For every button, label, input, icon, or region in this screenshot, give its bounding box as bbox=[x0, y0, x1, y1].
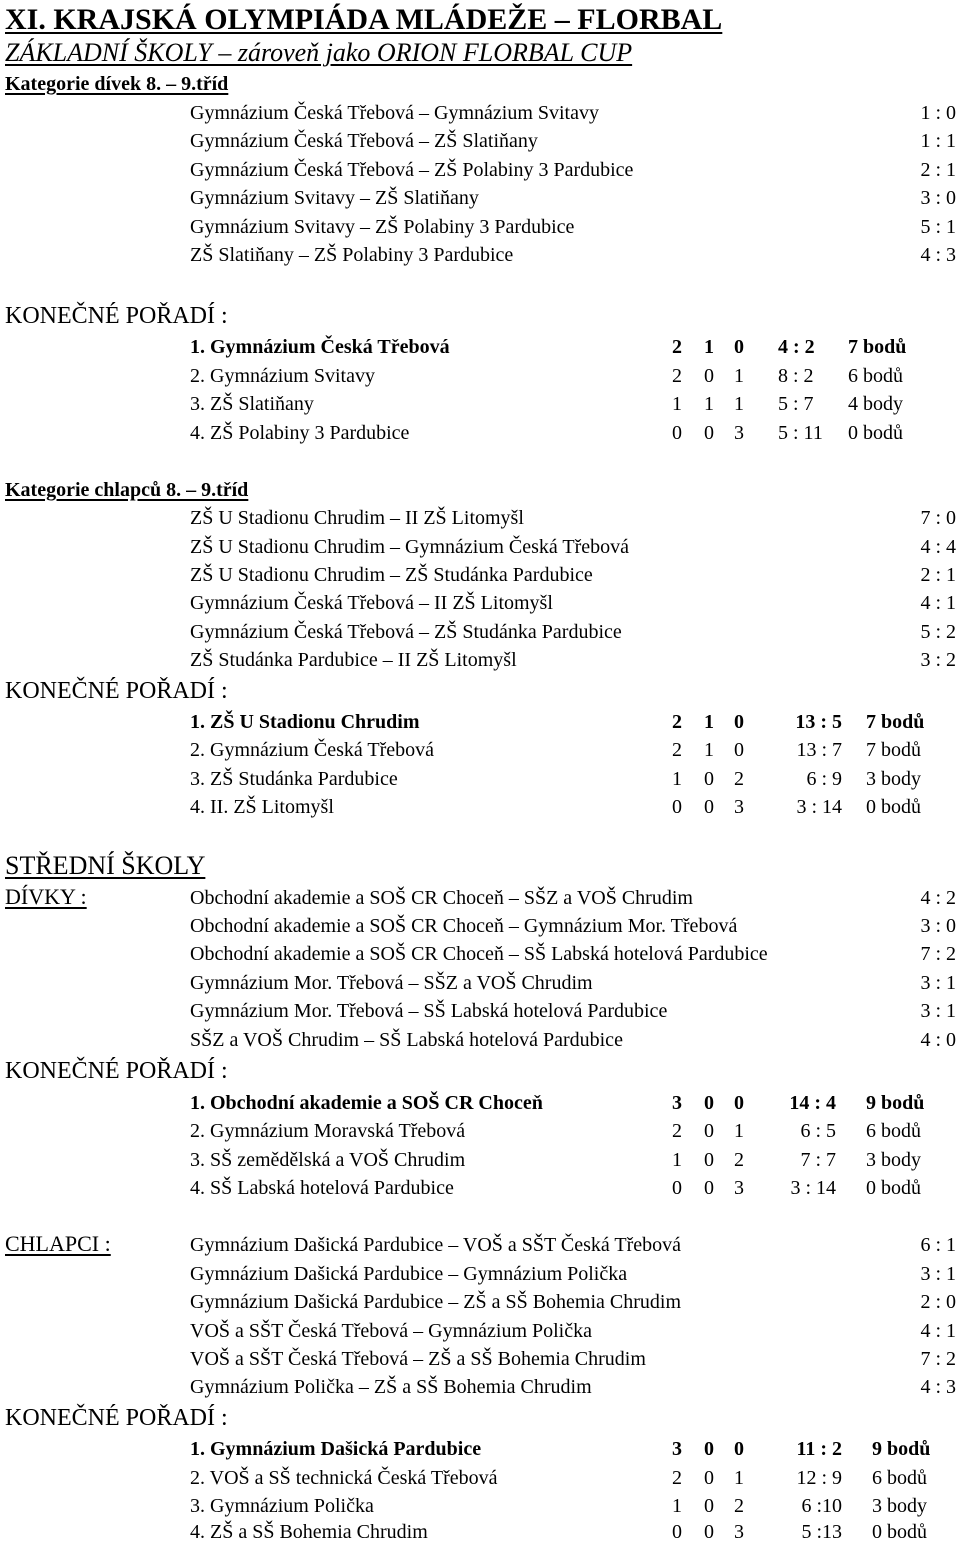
match-teams: VOŠ a SŠT Česká Třebová – ZŠ a SŠ Bohemia Chrudim bbox=[190, 1348, 646, 1370]
match-score: 4 : 1 bbox=[920, 1320, 956, 1342]
standing-draws: 0 bbox=[704, 1438, 714, 1460]
match-teams: Gymnázium Česká Třebová – ZŠ Polabiny 3 Pardubice bbox=[190, 159, 634, 181]
match-score: 1 : 0 bbox=[920, 102, 956, 124]
category-boys-zs: Kategorie chlapců 8. – 9.tříd bbox=[5, 479, 249, 501]
standing-losses: 0 bbox=[734, 1092, 744, 1114]
standing-points: 0 bodů bbox=[866, 796, 921, 818]
standing-points: 0 bodů bbox=[872, 1521, 927, 1543]
standing-losses: 0 bbox=[734, 336, 744, 358]
match-teams: Gymnázium Dašická Pardubice – VOŠ a SŠT Česká Třebová bbox=[190, 1234, 682, 1256]
standing-points: 3 body bbox=[866, 1149, 921, 1171]
standing-points: 6 bodů bbox=[866, 1120, 921, 1142]
match-teams: ZŠ U Stadionu Chrudim – II ZŠ Litomyšl bbox=[190, 507, 524, 529]
match-teams: Gymnázium Mor. Třebová – SŠZ a VOŠ Chrudim bbox=[190, 972, 593, 994]
standing-draws: 0 bbox=[704, 1149, 714, 1171]
final-standings-label: KONEČNÉ POŘADÍ : bbox=[5, 1405, 228, 1431]
final-standings-label: KONEČNÉ POŘADÍ : bbox=[5, 303, 228, 329]
standing-losses: 1 bbox=[734, 393, 744, 415]
match-teams: Gymnázium Česká Třebová – ZŠ Studánka Pardubice bbox=[190, 621, 622, 643]
match-teams: Gymnázium Dašická Pardubice – Gymnázium Polička bbox=[190, 1263, 628, 1285]
standing-team: 4. SŠ Labská hotelová Pardubice bbox=[190, 1177, 454, 1199]
standing-team: 1. Gymnázium Česká Třebová bbox=[190, 336, 450, 358]
match-teams: Gymnázium Česká Třebová – Gymnázium Svitavy bbox=[190, 102, 599, 124]
standing-draws: 1 bbox=[704, 393, 714, 415]
standing-goals: 3 : 14 bbox=[790, 1177, 836, 1199]
match-score: 7 : 2 bbox=[920, 1348, 956, 1370]
standing-losses: 0 bbox=[734, 1438, 744, 1460]
match-score: 3 : 1 bbox=[920, 1000, 956, 1022]
standing-draws: 1 bbox=[704, 739, 714, 761]
page-title: XI. KRAJSKÁ OLYMPIÁDA MLÁDEŽE – FLORBAL bbox=[5, 3, 723, 36]
standing-wins: 1 bbox=[672, 1495, 682, 1517]
standing-wins: 2 bbox=[672, 739, 682, 761]
match-teams: Gymnázium Česká Třebová – II ZŠ Litomyšl bbox=[190, 592, 553, 614]
standing-draws: 0 bbox=[704, 1467, 714, 1489]
standing-points: 3 body bbox=[866, 768, 921, 790]
standing-losses: 2 bbox=[734, 768, 744, 790]
standing-goals: 14 : 4 bbox=[789, 1092, 836, 1114]
standing-draws: 0 bbox=[704, 365, 714, 387]
match-teams: Gymnázium Dašická Pardubice – ZŠ a SŠ Bohemia Chrudim bbox=[190, 1291, 682, 1313]
standing-losses: 3 bbox=[734, 796, 744, 818]
match-score: 5 : 2 bbox=[920, 621, 956, 643]
standing-team: 1. ZŠ U Stadionu Chrudim bbox=[190, 711, 420, 733]
standing-goals: 6 : 5 bbox=[800, 1120, 836, 1142]
standing-wins: 3 bbox=[672, 1438, 682, 1460]
standing-team: 3. SŠ zemědělská a VOŠ Chrudim bbox=[190, 1149, 466, 1171]
match-teams: Obchodní akademie a SOŠ CR Choceň – SŠ Labská hotelová Pardubice bbox=[190, 943, 768, 965]
standing-points: 4 body bbox=[848, 393, 903, 415]
standing-draws: 0 bbox=[704, 422, 714, 444]
standing-wins: 0 bbox=[672, 1521, 682, 1543]
standing-wins: 1 bbox=[672, 768, 682, 790]
standing-goals: 3 : 14 bbox=[796, 796, 842, 818]
standing-team: 3. ZŠ Studánka Pardubice bbox=[190, 768, 398, 790]
match-score: 2 : 1 bbox=[920, 564, 956, 586]
standing-losses: 1 bbox=[734, 1467, 744, 1489]
match-teams: VOŠ a SŠT Česká Třebová – Gymnázium Polička bbox=[190, 1320, 592, 1342]
standing-draws: 1 bbox=[704, 711, 714, 733]
match-teams: ZŠ Slatiňany – ZŠ Polabiny 3 Pardubice bbox=[190, 244, 514, 266]
standing-draws: 0 bbox=[704, 796, 714, 818]
standing-goals: 7 : 7 bbox=[800, 1149, 836, 1171]
match-score: 4 : 4 bbox=[920, 536, 956, 558]
standing-losses: 2 bbox=[734, 1149, 744, 1171]
match-teams: ZŠ U Stadionu Chrudim – ZŠ Studánka Pardubice bbox=[190, 564, 593, 586]
standing-team: 2. Gymnázium Svitavy bbox=[190, 365, 375, 387]
standing-points: 9 bodů bbox=[866, 1092, 925, 1114]
match-score: 3 : 0 bbox=[920, 915, 956, 937]
final-standings-label: KONEČNÉ POŘADÍ : bbox=[5, 1058, 228, 1084]
girls-label: DÍVKY : bbox=[5, 884, 87, 909]
category-girls-zs: Kategorie dívek 8. – 9.tříd bbox=[5, 73, 229, 95]
match-score: 4 : 3 bbox=[920, 1376, 956, 1398]
standing-losses: 3 bbox=[734, 422, 744, 444]
standing-goals: 13 : 5 bbox=[795, 711, 842, 733]
standing-wins: 2 bbox=[672, 1467, 682, 1489]
standing-goals: 11 : 2 bbox=[796, 1438, 842, 1460]
section-title-ss: STŘEDNÍ ŠKOLY bbox=[5, 851, 206, 880]
match-score: 7 : 0 bbox=[920, 507, 956, 529]
standing-team: 3. Gymnázium Polička bbox=[190, 1495, 374, 1517]
standing-points: 7 bodů bbox=[866, 739, 921, 761]
match-score: 3 : 1 bbox=[920, 972, 956, 994]
match-teams: Gymnázium Svitavy – ZŠ Polabiny 3 Pardubice bbox=[190, 216, 575, 238]
standing-goals: 5 : 7 bbox=[778, 393, 814, 415]
standing-losses: 1 bbox=[734, 365, 744, 387]
standing-team: 2. Gymnázium Moravská Třebová bbox=[190, 1120, 466, 1142]
match-score: 4 : 2 bbox=[920, 887, 956, 909]
standing-goals: 6 : 9 bbox=[806, 768, 842, 790]
standing-wins: 0 bbox=[672, 796, 682, 818]
standing-goals: 4 : 2 bbox=[778, 336, 815, 358]
standing-points: 6 bodů bbox=[848, 365, 903, 387]
match-teams: ZŠ Studánka Pardubice – II ZŠ Litomyšl bbox=[190, 649, 517, 671]
match-teams: Gymnázium Česká Třebová – ZŠ Slatiňany bbox=[190, 130, 538, 152]
match-teams: Obchodní akademie a SOŠ CR Choceň – SŠZ a VOŠ Chrudim bbox=[190, 887, 693, 909]
match-teams: ZŠ U Stadionu Chrudim – Gymnázium Česká Třebová bbox=[190, 536, 630, 558]
standing-wins: 1 bbox=[672, 393, 682, 415]
standing-team: 2. Gymnázium Česká Třebová bbox=[190, 739, 435, 761]
standing-points: 6 bodů bbox=[872, 1467, 927, 1489]
standing-losses: 3 bbox=[734, 1177, 744, 1199]
standing-team: 4. ZŠ a SŠ Bohemia Chrudim bbox=[190, 1521, 428, 1543]
match-score: 6 : 1 bbox=[920, 1234, 956, 1256]
standing-points: 0 bodů bbox=[848, 422, 903, 444]
standing-wins: 2 bbox=[672, 711, 682, 733]
standing-team: 1. Gymnázium Dašická Pardubice bbox=[190, 1438, 482, 1460]
standing-goals: 5 :13 bbox=[801, 1521, 842, 1543]
match-score: 2 : 0 bbox=[920, 1291, 956, 1313]
match-teams: Obchodní akademie a SOŠ CR Choceň – Gymnázium Mor. Třebová bbox=[190, 915, 738, 937]
match-teams: Gymnázium Svitavy – ZŠ Slatiňany bbox=[190, 187, 479, 209]
standing-team: 2. VOŠ a SŠ technická Česká Třebová bbox=[190, 1467, 498, 1489]
standing-losses: 3 bbox=[734, 1521, 744, 1543]
standing-goals: 12 : 9 bbox=[796, 1467, 842, 1489]
standing-team: 3. ZŠ Slatiňany bbox=[190, 393, 314, 415]
match-score: 3 : 1 bbox=[920, 1263, 956, 1285]
standing-wins: 2 bbox=[672, 365, 682, 387]
match-teams: Gymnázium Mor. Třebová – SŠ Labská hotelová Pardubice bbox=[190, 1000, 668, 1022]
standing-goals: 5 : 11 bbox=[778, 422, 823, 444]
match-score: 4 : 3 bbox=[920, 244, 956, 266]
final-standings-label: KONEČNÉ POŘADÍ : bbox=[5, 678, 228, 704]
match-teams: Gymnázium Polička – ZŠ a SŠ Bohemia Chrudim bbox=[190, 1376, 592, 1398]
match-score: 3 : 0 bbox=[920, 187, 956, 209]
standing-points: 3 body bbox=[872, 1495, 927, 1517]
standing-wins: 2 bbox=[672, 1120, 682, 1142]
match-score: 4 : 1 bbox=[920, 592, 956, 614]
match-score: 1 : 1 bbox=[920, 130, 956, 152]
standing-wins: 1 bbox=[672, 1149, 682, 1171]
standing-draws: 0 bbox=[704, 1120, 714, 1142]
match-score: 4 : 0 bbox=[920, 1029, 956, 1051]
standing-points: 7 bodů bbox=[866, 711, 925, 733]
standing-losses: 0 bbox=[734, 739, 744, 761]
standing-losses: 2 bbox=[734, 1495, 744, 1517]
standing-wins: 3 bbox=[672, 1092, 682, 1114]
match-teams: SŠZ a VOŠ Chrudim – SŠ Labská hotelová Pardubice bbox=[190, 1029, 623, 1051]
standing-losses: 0 bbox=[734, 711, 744, 733]
standing-wins: 0 bbox=[672, 422, 682, 444]
match-score: 3 : 2 bbox=[920, 649, 956, 671]
page-subtitle: ZÁKLADNÍ ŠKOLY – zároveň jako ORION FLORBAL CUP bbox=[5, 38, 633, 67]
standing-goals: 6 :10 bbox=[801, 1495, 842, 1517]
standing-wins: 2 bbox=[672, 336, 682, 358]
standing-draws: 0 bbox=[704, 1521, 714, 1543]
standing-draws: 0 bbox=[704, 1092, 714, 1114]
standing-goals: 13 : 7 bbox=[796, 739, 842, 761]
standing-points: 9 bodů bbox=[872, 1438, 931, 1460]
standing-team: 4. II. ZŠ Litomyšl bbox=[190, 796, 334, 818]
standing-draws: 0 bbox=[704, 1495, 714, 1517]
standing-team: 4. ZŠ Polabiny 3 Pardubice bbox=[190, 422, 410, 444]
match-score: 7 : 2 bbox=[920, 943, 956, 965]
standing-draws: 0 bbox=[704, 768, 714, 790]
standing-team: 1. Obchodní akademie a SOŠ CR Choceň bbox=[190, 1092, 543, 1114]
boys-label: CHLAPCI : bbox=[5, 1231, 111, 1256]
standing-losses: 1 bbox=[734, 1120, 744, 1142]
match-score: 2 : 1 bbox=[920, 159, 956, 181]
standing-points: 0 bodů bbox=[866, 1177, 921, 1199]
standing-draws: 0 bbox=[704, 1177, 714, 1199]
standing-wins: 0 bbox=[672, 1177, 682, 1199]
standing-points: 7 bodů bbox=[848, 336, 907, 358]
match-score: 5 : 1 bbox=[920, 216, 956, 238]
standing-draws: 1 bbox=[704, 336, 714, 358]
standing-goals: 8 : 2 bbox=[778, 365, 814, 387]
